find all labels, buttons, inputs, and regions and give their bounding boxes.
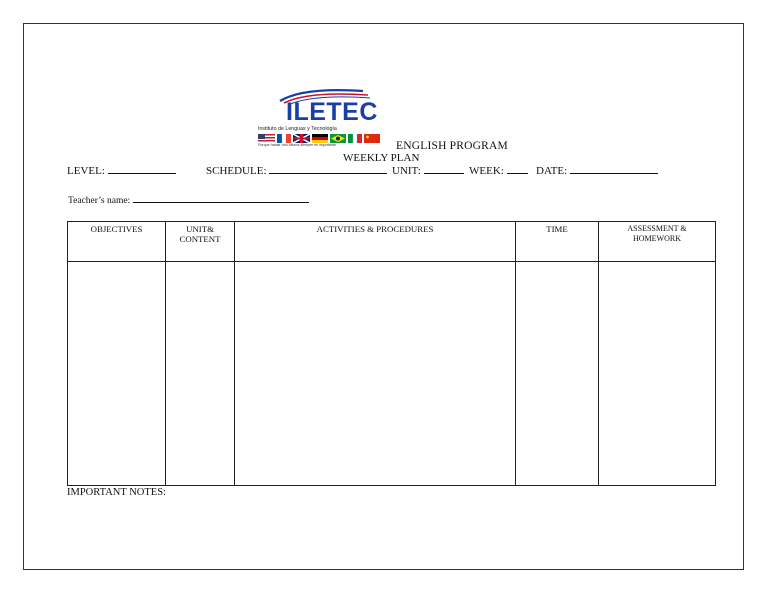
program-title: ENGLISH PROGRAM [396,140,508,152]
teacher-name-label: Teacher’s name: [68,196,131,206]
teacher-name-field [68,194,309,206]
level-blank[interactable] [108,164,176,174]
unit-label: UNIT: [392,165,421,177]
assessment-cell[interactable] [599,262,716,486]
iletec-logo [258,85,396,151]
unit-content-cell[interactable] [166,262,235,486]
date-field [536,164,658,177]
table-row [68,262,716,486]
col-header-assessment: ASSESSMENT & HOMEWORK [599,222,716,262]
col-header-unit-content: UNIT& CONTENT [166,222,235,262]
flag-italy-icon [348,134,362,143]
flag-france-icon [277,134,291,143]
week-label: WEEK: [469,165,504,177]
unit-field [392,164,464,177]
level-label: LEVEL: [67,165,105,177]
unit-blank[interactable] [424,164,464,174]
week-field [469,164,528,177]
schedule-blank[interactable] [269,164,387,174]
flag-brazil-icon [330,134,346,143]
col-header-time: TIME [516,222,599,262]
table-header-row [68,222,716,262]
logo-tagline: Porque hablar otro idioma siempre es importante [258,143,336,147]
flag-china-icon [364,134,380,143]
logo-wordmark: ILETEC [286,98,378,126]
week-blank[interactable] [507,164,528,174]
schedule-field [206,164,387,177]
teacher-name-blank[interactable] [133,194,309,203]
flag-germany-icon [312,134,328,143]
schedule-label: SCHEDULE: [206,165,267,177]
flag-uk-icon [293,134,310,143]
date-label: DATE: [536,165,568,177]
time-cell[interactable] [516,262,599,486]
flag-usa-icon [258,134,275,143]
logo-subtitle: Instituto de Lenguas y Tecnología [258,126,337,132]
objectives-cell[interactable] [68,262,166,486]
important-notes-label: IMPORTANT NOTES: [67,487,166,498]
col-header-objectives: OBJECTIVES [68,222,166,262]
activities-cell[interactable] [235,262,516,486]
col-header-activities: ACTIVITIES & PROCEDURES [235,222,516,262]
weekly-plan-table [67,221,716,486]
date-blank[interactable] [570,164,658,174]
level-field [67,164,176,177]
plan-title: WEEKLY PLAN [343,152,420,164]
